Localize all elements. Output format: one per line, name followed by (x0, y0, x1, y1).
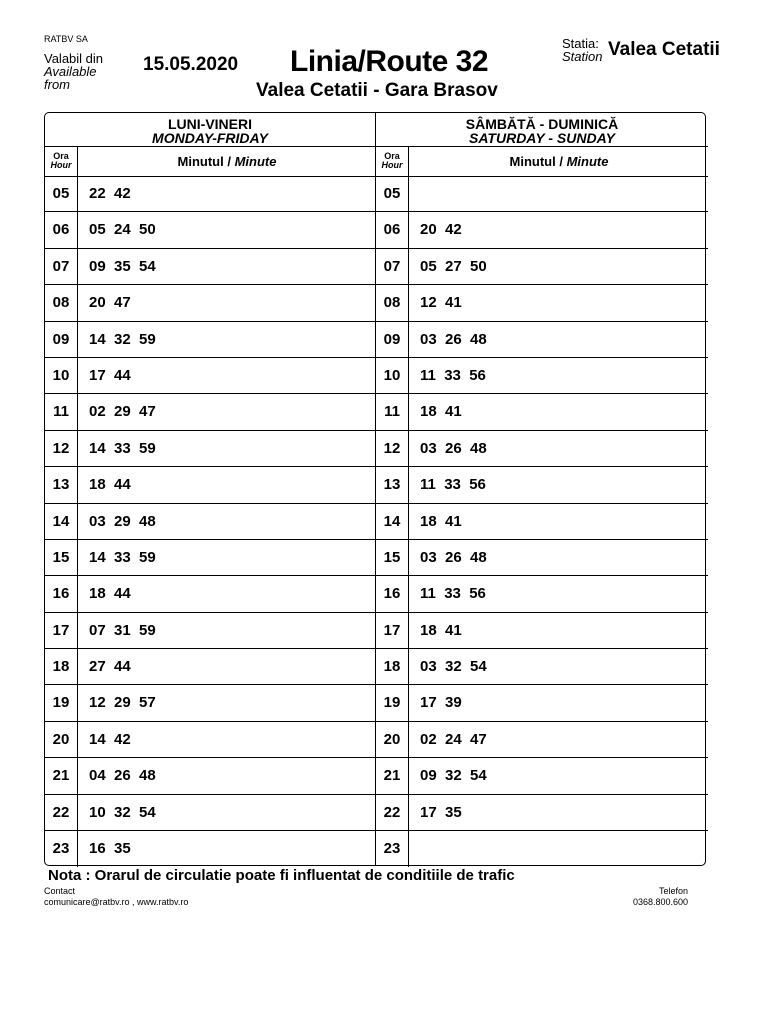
minutes-cell: 14 33 59 (89, 439, 156, 457)
station-name: Valea Cetatii (608, 39, 720, 60)
minutes-cell: 20 42 (420, 221, 462, 239)
hour-cell: 17 (45, 613, 78, 648)
table-row (45, 212, 375, 248)
hour-header-en: Hour (381, 160, 403, 170)
minutes-cell: 10 32 54 (89, 803, 156, 821)
phone-info (633, 886, 688, 908)
weekend-column-header (376, 147, 708, 177)
hour-cell: 15 (45, 540, 78, 575)
minutes-cell: 18 44 (89, 585, 131, 603)
hour-cell: 22 (376, 795, 409, 830)
hour-header-en: Hour (50, 160, 72, 170)
valid-from-en-1: Available (44, 64, 97, 79)
weekend-title-ro: SÂMBĂTĂ - DUMINICĂ (465, 116, 619, 132)
table-row (376, 685, 708, 721)
table-row (376, 504, 708, 540)
table-row (376, 613, 708, 649)
table-row (376, 649, 708, 685)
weekend-rows (376, 176, 708, 865)
hour-cell: 20 (376, 722, 409, 757)
minutes-cell: 18 44 (89, 476, 131, 494)
table-row (45, 394, 375, 430)
minutes-cell: 18 41 (420, 403, 462, 421)
minute-header-en: Minute (566, 154, 609, 169)
station-label-ro: Statia: (562, 36, 599, 51)
hour-cell: 22 (45, 795, 78, 830)
minutes-cell: 05 24 50 (89, 221, 156, 239)
minutes-cell: 07 31 59 (89, 621, 156, 639)
weekend-title-en: SATURDAY - SUNDAY (469, 130, 615, 146)
table-row (45, 504, 375, 540)
contact-info (44, 886, 188, 908)
hour-cell: 10 (376, 358, 409, 393)
table-row (45, 285, 375, 321)
hour-column-header (376, 147, 409, 176)
hour-cell: 09 (376, 322, 409, 357)
minutes-cell: 11 33 56 (420, 585, 486, 603)
table-row (376, 212, 708, 248)
table-row (376, 394, 708, 430)
minutes-cell: 03 29 48 (89, 512, 156, 530)
weekend-header (376, 113, 708, 147)
hour-cell: 08 (45, 285, 78, 320)
table-row (45, 758, 375, 794)
hour-cell: 13 (376, 467, 409, 502)
minutes-cell: 04 26 48 (89, 767, 156, 785)
hour-cell: 14 (45, 504, 78, 539)
minutes-cell: 16 35 (89, 840, 131, 858)
table-row (45, 831, 375, 867)
hour-header-ro: Ora (384, 151, 400, 161)
minutes-cell: 11 33 56 (420, 366, 486, 384)
minutes-cell: 05 27 50 (420, 257, 487, 275)
minutes-cell: 17 39 (420, 694, 462, 712)
hour-cell: 23 (376, 831, 409, 867)
table-row (45, 576, 375, 612)
hour-header-ro: Ora (53, 151, 69, 161)
table-row (376, 758, 708, 794)
hour-cell: 12 (376, 431, 409, 466)
table-row (45, 176, 375, 212)
hour-cell: 07 (376, 249, 409, 284)
hour-cell: 15 (376, 540, 409, 575)
minutes-cell: 12 41 (420, 294, 462, 312)
minutes-cell: 14 42 (89, 730, 131, 748)
minutes-cell: 03 26 48 (420, 548, 487, 566)
table-row (45, 685, 375, 721)
minutes-cell: 27 44 (89, 658, 131, 676)
hour-column-header (45, 147, 78, 176)
minutes-cell: 12 29 57 (89, 694, 156, 712)
hour-cell: 21 (376, 758, 409, 793)
table-row (376, 249, 708, 285)
hour-cell: 23 (45, 831, 78, 867)
minutes-cell: 02 29 47 (89, 403, 156, 421)
minute-column-header (410, 147, 708, 176)
table-row (45, 795, 375, 831)
weekday-header (45, 113, 375, 147)
table-row (376, 540, 708, 576)
table-row (376, 285, 708, 321)
hour-cell: 09 (45, 322, 78, 357)
valid-from-en-2: from (44, 77, 70, 92)
hour-cell: 12 (45, 431, 78, 466)
minute-header-ro: Minutul / (177, 154, 235, 169)
hour-cell: 06 (376, 212, 409, 247)
station-label (562, 37, 602, 63)
route-title: Linia/Route 32 (290, 45, 489, 78)
minutes-cell: 09 35 54 (89, 257, 156, 275)
weekday-title-ro: LUNI-VINERI (168, 116, 252, 132)
hour-cell: 13 (45, 467, 78, 502)
weekend-section (375, 113, 708, 865)
table-row (45, 358, 375, 394)
hour-cell: 19 (376, 685, 409, 720)
hour-cell: 14 (376, 504, 409, 539)
route-direction: Valea Cetatii - Gara Brasov (256, 80, 498, 101)
timetable (44, 112, 706, 866)
table-row (376, 431, 708, 467)
minutes-cell: 03 26 48 (420, 330, 487, 348)
phone-label: Telefon (658, 886, 688, 896)
table-row (45, 431, 375, 467)
table-row (376, 722, 708, 758)
table-row (376, 467, 708, 503)
weekday-section (45, 113, 375, 865)
table-row (45, 722, 375, 758)
table-row (376, 576, 708, 612)
minutes-cell: 17 35 (420, 803, 462, 821)
minutes-cell: 14 33 59 (89, 548, 156, 566)
minutes-cell: 18 41 (420, 512, 462, 530)
minutes-cell: 03 26 48 (420, 439, 487, 457)
hour-cell: 06 (45, 212, 78, 247)
station-label-en: Station (562, 49, 603, 64)
minutes-cell: 17 44 (89, 366, 131, 384)
phone-value: 0368.800.600 (632, 897, 688, 907)
minutes-cell: 11 33 56 (420, 476, 486, 494)
table-row (45, 540, 375, 576)
contact-label: Contact (44, 886, 76, 896)
table-row (45, 249, 375, 285)
table-row (45, 649, 375, 685)
hour-cell: 07 (45, 249, 78, 284)
hour-cell: 18 (376, 649, 409, 684)
hour-cell: 11 (45, 394, 78, 429)
hour-cell: 16 (376, 576, 409, 611)
minutes-cell: 14 32 59 (89, 330, 156, 348)
company-name: RATBV SA (44, 34, 88, 44)
hour-cell: 11 (376, 394, 409, 429)
hour-cell: 21 (45, 758, 78, 793)
hour-cell: 18 (45, 649, 78, 684)
hour-cell: 05 (45, 176, 78, 211)
minutes-cell: 20 47 (89, 294, 131, 312)
minutes-cell: 09 32 54 (420, 767, 487, 785)
hour-cell: 16 (45, 576, 78, 611)
valid-date: 15.05.2020 (143, 54, 239, 75)
traffic-note: Nota : Orarul de circulatie poate fi influentat de conditiile de trafic (48, 867, 515, 884)
weekday-title-en: MONDAY-FRIDAY (152, 130, 268, 146)
hour-cell: 08 (376, 285, 409, 320)
table-row (376, 322, 708, 358)
minute-header-ro: Minutul / (509, 154, 567, 169)
table-row (376, 795, 708, 831)
table-row (376, 831, 708, 867)
table-row (376, 358, 708, 394)
table-row (376, 176, 708, 212)
minutes-cell: 02 24 47 (420, 730, 487, 748)
contact-value: comunicare@ratbv.ro , www.ratbv.ro (44, 897, 189, 907)
hour-cell: 10 (45, 358, 78, 393)
weekday-column-header (45, 147, 375, 177)
valid-from-ro: Valabil din (44, 51, 104, 66)
minute-header-en: Minute (234, 154, 277, 169)
table-row (45, 613, 375, 649)
minutes-cell: 03 32 54 (420, 658, 487, 676)
minute-column-header (79, 147, 375, 176)
hour-cell: 19 (45, 685, 78, 720)
hour-cell: 05 (376, 176, 409, 211)
table-row (45, 467, 375, 503)
valid-from-label (44, 52, 103, 91)
hour-cell: 20 (45, 722, 78, 757)
minutes-cell: 18 41 (420, 621, 462, 639)
table-row (45, 322, 375, 358)
minutes-cell: 22 42 (89, 185, 131, 202)
hour-cell: 17 (376, 613, 409, 648)
weekday-rows (45, 176, 375, 865)
